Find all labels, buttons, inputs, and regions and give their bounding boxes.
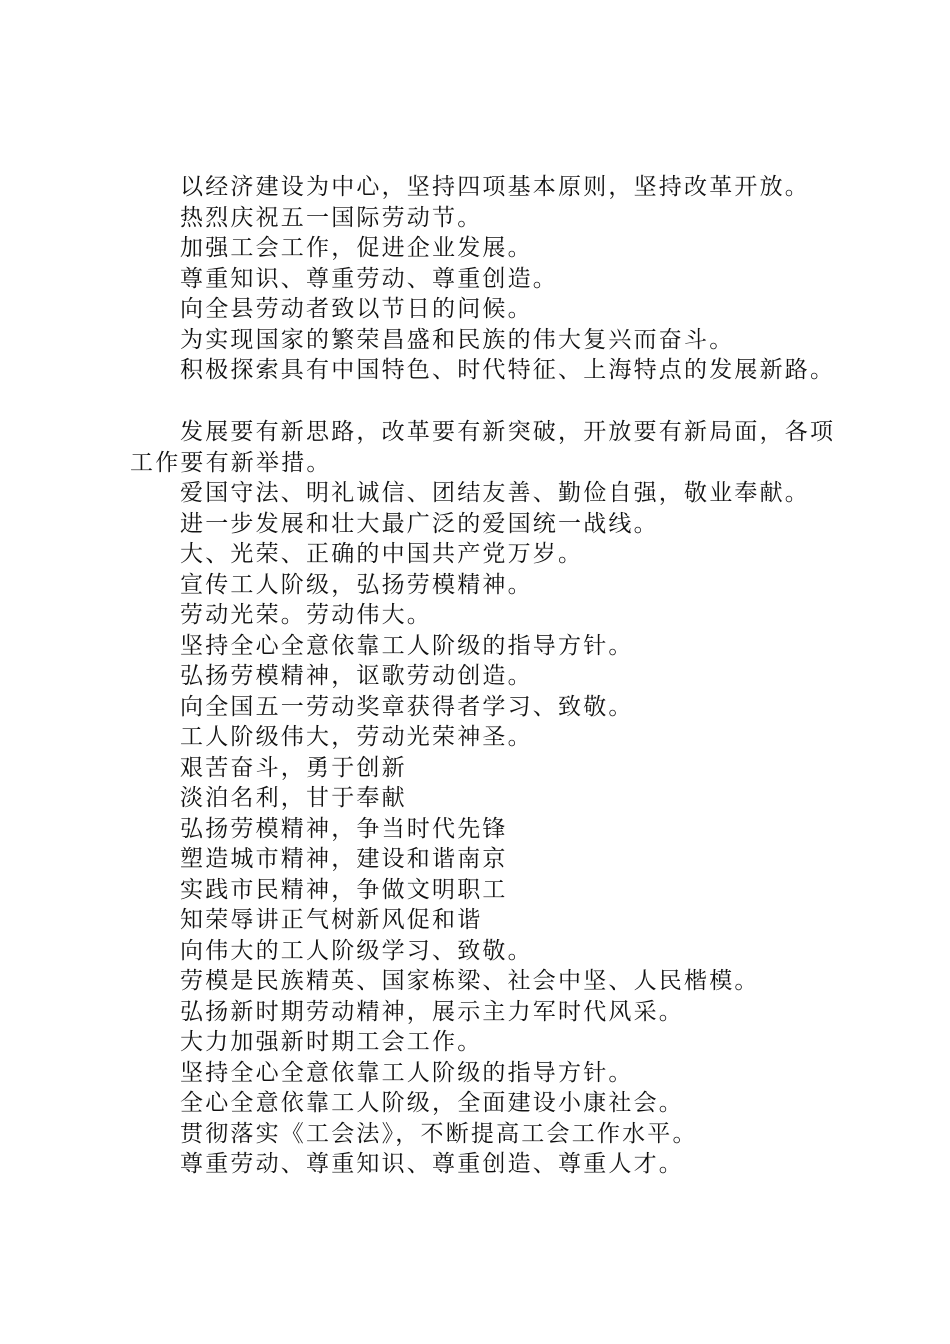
slogan-line: 爱国守法、明礼诚信、团结友善、勤俭自强，敬业奉献。 xyxy=(180,480,810,506)
slogan-line: 热烈庆祝五一国际劳动节。 xyxy=(180,204,483,231)
slogan-line: 工人阶级伟大，劳动光荣神圣。 xyxy=(180,724,533,750)
slogan-line: 以经济建设为中心，坚持四项基本原则，坚持改革开放。 xyxy=(180,174,810,200)
slogan-line: 尊重劳动、尊重知识、尊重创造、尊重人才。 xyxy=(180,1151,684,1177)
slogan-line: 积极探索具有中国特色、时代特征、上海特点的发展新路。 xyxy=(180,357,836,383)
slogan-line: 淡泊名利，甘于奉献 xyxy=(180,785,407,811)
slogan-line: 劳模是民族精英、国家栋梁、社会中坚、人民楷模。 xyxy=(180,968,760,994)
slogan-line: 宣传工人阶级，弘扬劳模精神。 xyxy=(180,571,533,598)
slogan-line: 全心全意依靠工人阶级，全面建设小康社会。 xyxy=(180,1090,684,1116)
slogan-line: 为实现国家的繁荣昌盛和民族的伟大复兴而奋斗。 xyxy=(180,326,735,353)
slogan-line: 贯彻落实《工会法》，不断提高工会工作水平。 xyxy=(180,1120,698,1147)
slogan-line: 弘扬劳模精神，争当时代先锋 xyxy=(180,815,508,842)
slogan-line: 知荣辱讲正气树新风促和谐 xyxy=(180,907,483,933)
slogan-group-1 xyxy=(130,172,850,386)
slogan-line: 坚持全心全意依靠工人阶级的指导方针。 xyxy=(180,1059,634,1086)
slogan-line: 弘扬新时期劳动精神，展示主力军时代风采。 xyxy=(180,998,684,1025)
slogan-line: 进一步发展和壮大最广泛的爱国统一战线。 xyxy=(180,510,659,537)
slogan-line: 向全县劳动者致以节日的问候。 xyxy=(180,296,533,322)
slogan-line: 劳动光荣。劳动伟大。 xyxy=(180,602,432,628)
slogan-group-2 xyxy=(130,417,850,1180)
slogan-line: 弘扬劳模精神，讴歌劳动创造。 xyxy=(180,663,533,689)
slogan-line: 加强工会工作，促进企业发展。 xyxy=(180,235,533,261)
slogan-line: 艰苦奋斗，勇于创新 xyxy=(180,754,407,781)
slogan-line: 尊重知识、尊重劳动、尊重创造。 xyxy=(180,265,558,292)
slogan-paragraph: 发展要有新思路，改革要有新突破，开放要有新局面，各项工作要有新举措。 xyxy=(130,419,836,476)
slogan-line: 大力加强新时期工会工作。 xyxy=(180,1029,483,1055)
slogan-line: 塑造城市精神，建设和谐南京 xyxy=(180,846,508,872)
slogan-line: 实践市民精神，争做文明职工 xyxy=(180,876,508,903)
slogan-line: 坚持全心全意依靠工人阶级的指导方针。 xyxy=(180,632,634,659)
slogan-line: 向伟大的工人阶级学习、致敬。 xyxy=(180,937,533,964)
slogan-line: 向全国五一劳动奖章获得者学习、致敬。 xyxy=(180,693,634,720)
slogan-line: 大、光荣、正确的中国共产党万岁。 xyxy=(180,541,584,567)
